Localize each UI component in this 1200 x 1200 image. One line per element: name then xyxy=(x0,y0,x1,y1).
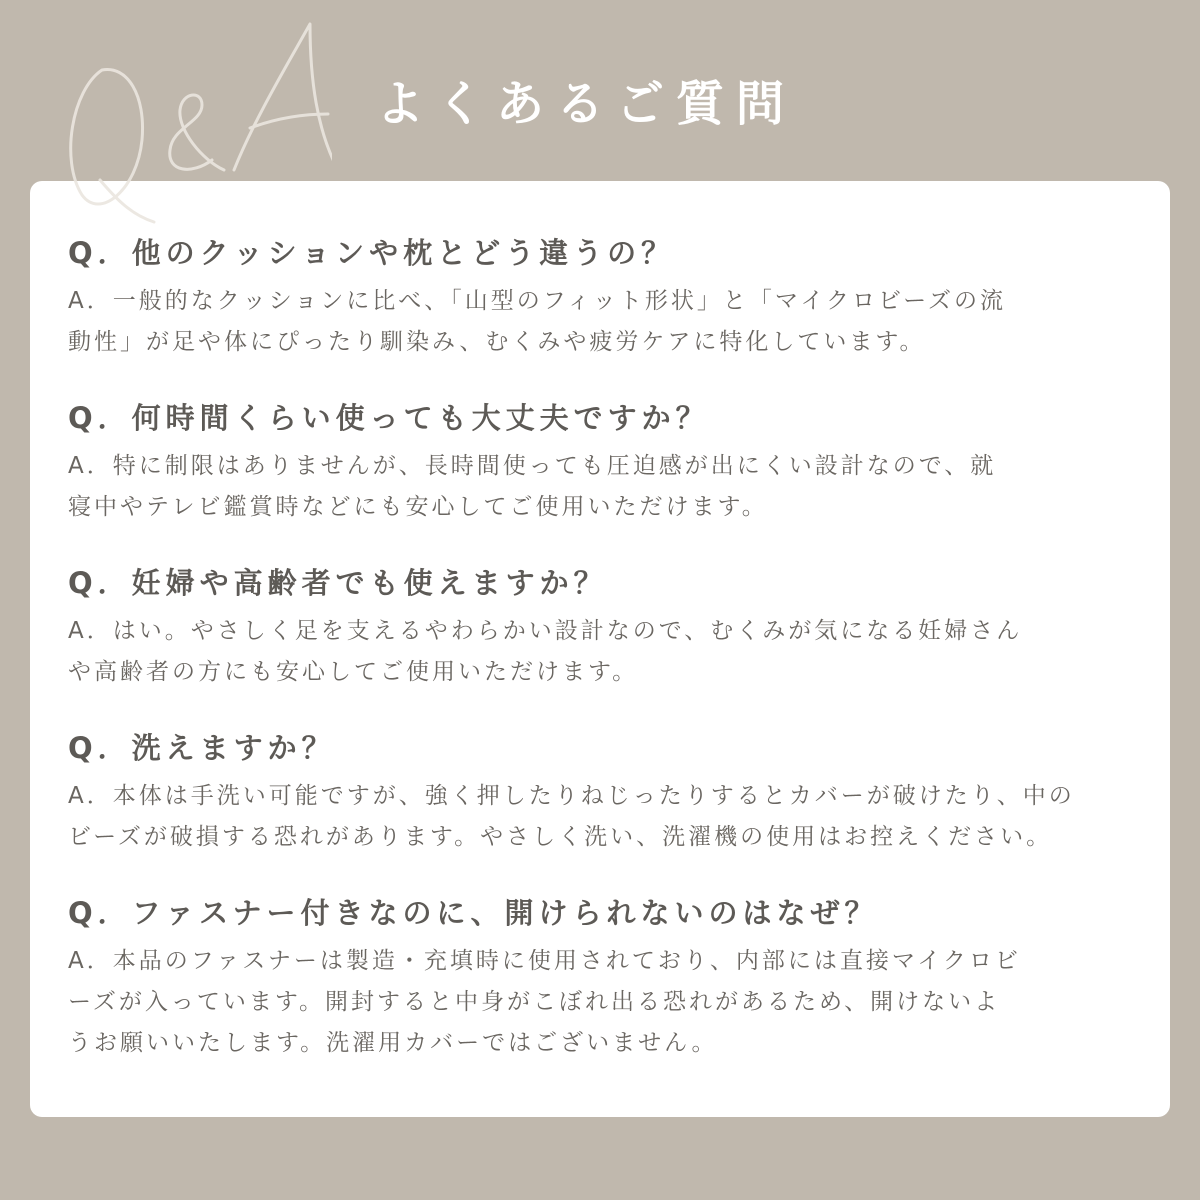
faq-answer-line: A．一般的なクッションに比べ、「山型のフィット形状」と「マイクロビーズの流 xyxy=(68,288,1006,314)
faq-card xyxy=(30,181,1170,1117)
faq-answer-line: ーズが入っています。開封すると中身がこぼれ出る恐れがあるため、開けないよ xyxy=(68,989,1001,1015)
faq-answer xyxy=(68,941,1134,1064)
faq-item xyxy=(68,233,1134,363)
faq-answer-line: ビーズが破損する恐れがあります。やさしく洗い、洗濯機の使用はお控えください。 xyxy=(68,824,1053,850)
faq-item xyxy=(68,398,1134,528)
faq-answer xyxy=(68,776,1134,858)
faq-answer-line: A．本体は手洗い可能ですが、強く押したりねじったりするとカバーが破けたり、中の xyxy=(68,783,1075,809)
faq-item xyxy=(68,728,1134,858)
faq-answer-line: うお願いいたします。洗濯用カバーではございません。 xyxy=(68,1030,718,1056)
faq-answer xyxy=(68,446,1134,528)
faq-answer xyxy=(68,281,1134,363)
faq-answer-line: 寝中やテレビ鑑賞時などにも安心してご使用いただけます。 xyxy=(68,494,768,520)
page-title: よくあるご質問 xyxy=(376,76,797,132)
faq-question: Q．ファスナー付きなのに、開けられないのはなぜ？ xyxy=(68,896,879,930)
faq-question: Q．他のクッションや枕とどう違うの？ xyxy=(68,236,676,270)
faq-item xyxy=(68,893,1134,1064)
faq-answer-line: や高齢者の方にも安心してご使用いただけます。 xyxy=(68,659,639,685)
faq-item xyxy=(68,563,1134,693)
faq-answer-line: A．はい。やさしく足を支えるやわらかい設計なので、むくみが気になる妊婦さん xyxy=(68,618,1023,644)
faq-answer-line: 動性」が足や体にぴったり馴染み、むくみや疲労ケアに特化しています。 xyxy=(68,329,926,355)
faq-question: Q．洗えますか？ xyxy=(68,731,336,765)
faq-question: Q．妊婦や高齢者でも使えますか？ xyxy=(68,566,608,600)
faq-question: Q．何時間くらい使っても大丈夫ですか？ xyxy=(68,401,710,435)
faq-answer xyxy=(68,611,1134,693)
faq-answer-line: A．本品のファスナーは製造・充填時に使用されており、内部には直接マイクロビ xyxy=(68,948,1021,974)
faq-answer-line: A．特に制限はありませんが、長時間使っても圧迫感が出にくい設計なので、就 xyxy=(68,453,997,479)
